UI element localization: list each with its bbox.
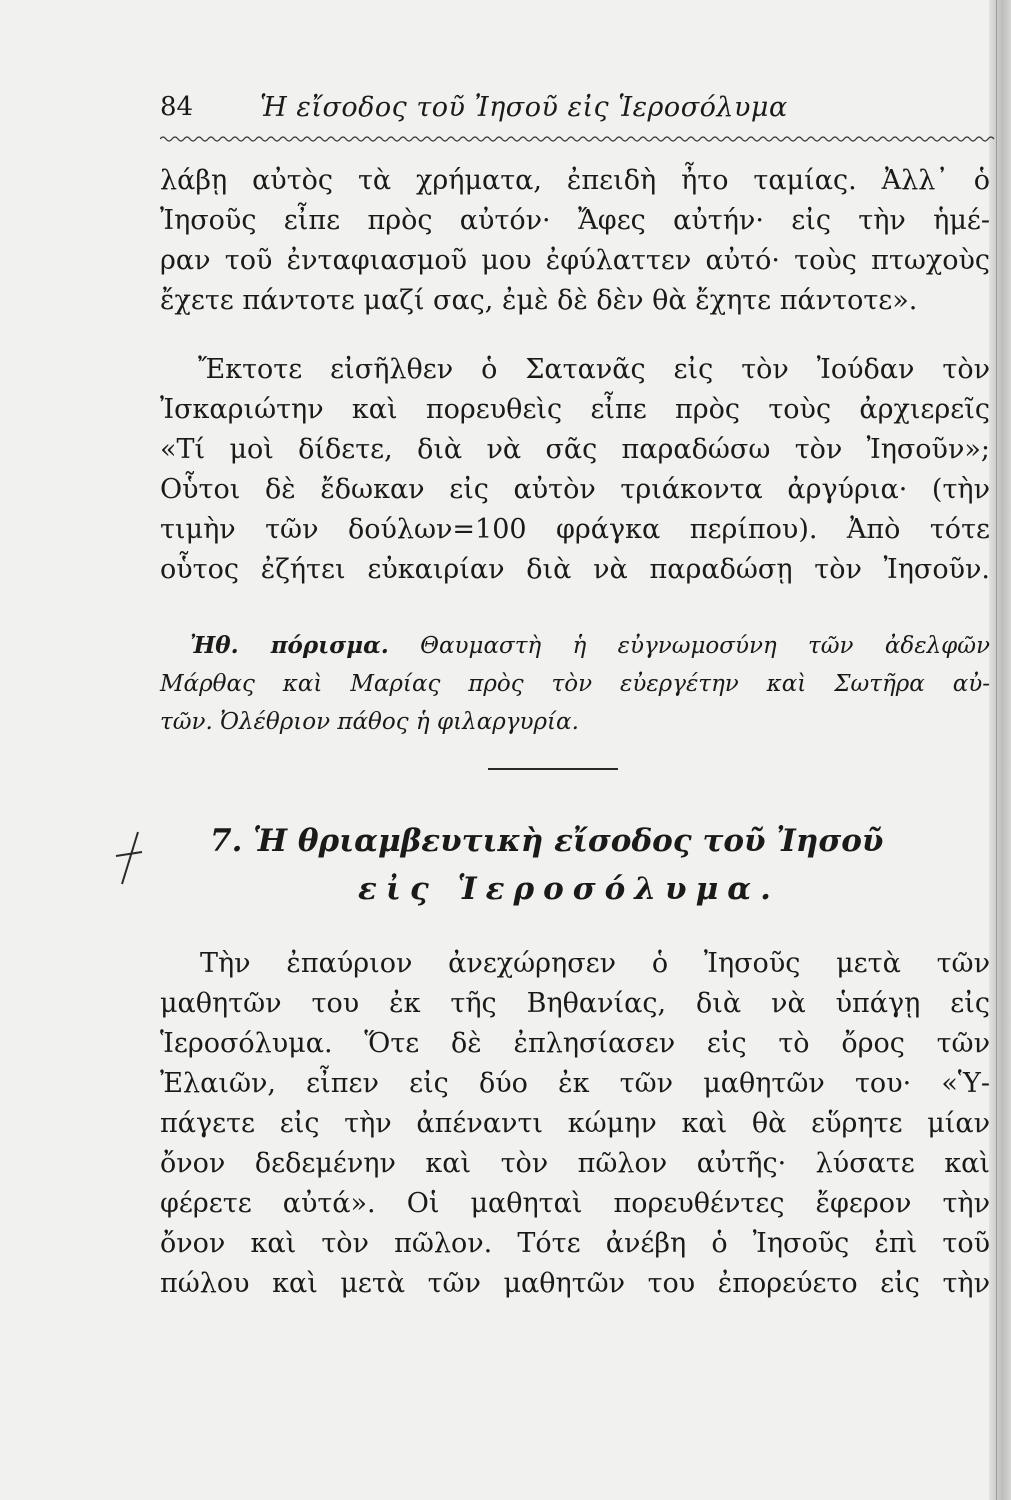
text-line: ραν τοῦ ἐνταφιασμοῦ μου ἐφύλαττεν αὐτό· τοὺς πτωχοὺς <box>160 245 990 276</box>
chapter-title-line2: εἰς Ἱεροσόλυμα. <box>358 871 780 907</box>
text-line: ἔχετε πάντοτε μαζί σας, ἐμὲ δὲ δὲν θὰ ἔχητε πάντοτε». <box>160 285 918 316</box>
text-line: Ἰσκαριώτην καὶ πορευθεὶς εἶπε πρὸς τοὺς ἀρχιερεῖς <box>160 394 990 425</box>
paragraph-judas <box>160 350 990 590</box>
page-header <box>160 92 990 132</box>
moral-label: Ἠθ. πόρισμα. <box>190 632 389 659</box>
text-line: «Τί μοὶ δίδετε, διὰ νὰ σᾶς παραδώσω τὸν Ἰησοῦν»; <box>160 434 990 465</box>
header-wavy-rule <box>160 134 995 144</box>
text-line: πάγετε εἰς τὴν ἀπέναντι κώμην καὶ θὰ εὕρητε μίαν <box>160 1108 990 1139</box>
moral-line: τῶν. Ὀλέθριον πάθος ἡ φιλαργυρία. <box>160 709 579 735</box>
text-line: Ἔκτοτε εἰσῆλθεν ὁ Σατανᾶς εἰς τὸν Ἰούδαν τὸν <box>198 354 990 385</box>
chapter-title-line1: 7. Ἡ θριαμβευτικὴ εἴσοδος τοῦ Ἰησοῦ <box>210 823 884 859</box>
section-divider <box>488 768 618 770</box>
page-edge-shadow <box>989 0 1011 1500</box>
paragraph-continuation <box>160 161 990 321</box>
text-line: τιμὴν τῶν δούλων=100 φράγκα περίπου). Ἀπὸ τότε <box>160 514 990 545</box>
text-line: φέρετε αὐτά». Οἱ μαθηταὶ πορευθέντες ἔφερον τὴν <box>160 1188 990 1219</box>
text-line: Τὴν ἐπαύριον ἀνεχώρησεν ὁ Ἰησοῦς μετὰ τῶν <box>200 948 990 979</box>
moral-lesson <box>160 627 990 741</box>
moral-line: Μάρθας καὶ Μαρίας πρὸς τὸν εὐεργέτην καὶ Σωτῆρα αὐ- <box>160 671 990 697</box>
text-line: Ἰησοῦς εἶπε πρὸς αὐτόν· Ἄφες αὐτήν· εἰς τὴν ἡμέ- <box>160 205 990 236</box>
text-line: πώλου καὶ μετὰ τῶν μαθητῶν του ἐπορεύετο εἰς τὴν <box>160 1268 990 1299</box>
paragraph-entry <box>160 944 990 1304</box>
handwritten-margin-mark <box>108 828 148 888</box>
text-line: οὗτος ἐζήτει εὐκαιρίαν διὰ νὰ παραδώσῃ τὸν Ἰησοῦν. <box>160 554 990 585</box>
text-line: λάβῃ αὐτὸς τὰ χρήματα, ἐπειδὴ ἦτο ταμίας. Ἀλλ᾽ ὁ <box>160 165 990 196</box>
page-edge-line <box>996 0 997 1500</box>
text-line: ὄνον δεδεμένην καὶ τὸν πῶλον αὐτῆς· λύσατε καὶ <box>160 1148 990 1179</box>
text-line: ὄνον καὶ τὸν πῶλον. Τότε ἀνέβη ὁ Ἰησοῦς ἐπὶ τοῦ <box>160 1228 990 1259</box>
page-number: 84 <box>160 92 194 122</box>
text-line: μαθητῶν του ἐκ τῆς Βηθανίας, διὰ νὰ ὑπάγῃ εἰς <box>160 988 990 1019</box>
text-line: Ἱεροσόλυμα. Ὅτε δὲ ἐπλησίασεν εἰς τὸ ὄρος τῶν <box>160 1028 990 1059</box>
text-line: Οὗτοι δὲ ἔδωκαν εἰς αὐτὸν τριάκοντα ἀργύρια· (τὴν <box>160 474 990 505</box>
moral-line <box>160 627 990 665</box>
running-title: Ἡ εἴσοδος τοῦ Ἰησοῦ εἰς Ἱεροσόλυμα <box>260 92 788 123</box>
text-line: Ἐλαιῶν, εἶπεν εἰς δύο ἐκ τῶν μαθητῶν του· «Ὑ- <box>160 1068 990 1099</box>
moral-text: Θαυμαστὴ ἡ εὐγνωμοσύνη τῶν ἀδελφῶν <box>420 633 990 659</box>
